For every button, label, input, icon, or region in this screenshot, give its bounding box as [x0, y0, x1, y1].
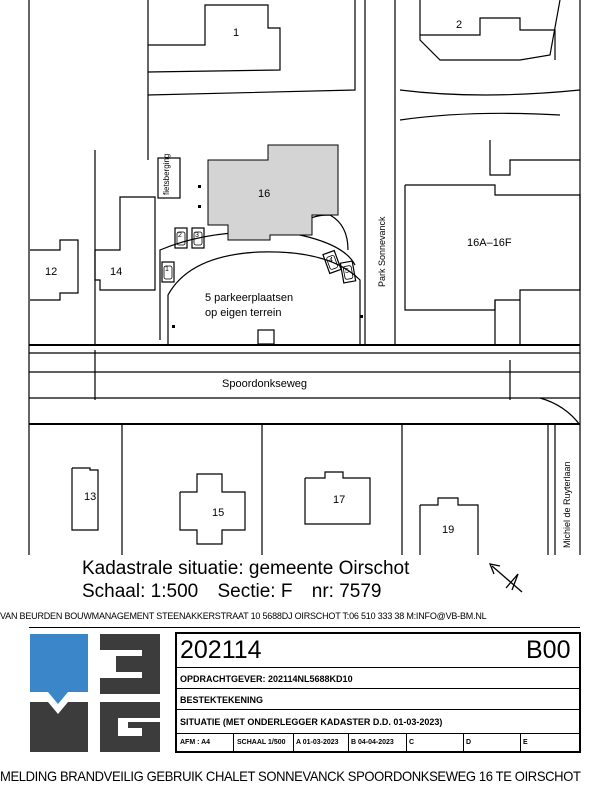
- driveway-loop-inner: [160, 232, 355, 340]
- project-number: 202114: [180, 636, 262, 664]
- tb-border-top: [175, 632, 581, 634]
- house-number-2: 2: [456, 19, 463, 31]
- cell-divider: [463, 733, 464, 752]
- parking-number-5: 5: [345, 268, 349, 275]
- house-number-16a-16f: 16A–16F: [467, 237, 512, 249]
- drawing-subject: SITUATIE (MET ONDERLEGGER KADASTER D.D. 01-03-2023): [180, 717, 443, 727]
- north-arrow-icon: [488, 562, 528, 598]
- revision-b-cell: B 04-04-2023: [351, 739, 394, 746]
- building-14: [95, 197, 155, 290]
- tb-row-line-3: [175, 709, 581, 710]
- caption-number: nr: 7579: [311, 581, 382, 602]
- tb-border-right: [579, 632, 581, 752]
- company-underline: [29, 627, 580, 628]
- parcel-1: [148, 0, 355, 95]
- tb-border-left: [175, 632, 177, 752]
- caption-scale: Schaal: 1:500: [82, 581, 199, 602]
- cell-divider: [293, 733, 294, 752]
- caption-title: Kadastrale situatie: gemeente Oirschot: [82, 558, 410, 579]
- house-number-1: 1: [233, 27, 240, 39]
- tb-row-line-2: [175, 688, 581, 689]
- drive-curve-2: [400, 113, 560, 120]
- fietsberging-label: fietsberging: [162, 153, 171, 195]
- cell-divider: [406, 733, 407, 752]
- tb-row-line-1: [175, 667, 581, 668]
- parking-number-1: 1: [165, 266, 169, 273]
- house-number-16: 16: [258, 188, 271, 200]
- revision-d-cell: D: [466, 739, 472, 746]
- parking-number-4: 4: [329, 257, 333, 264]
- building-2-detail: [420, 18, 555, 60]
- caption-section: Sectie: F: [217, 581, 293, 602]
- cell-divider: [233, 733, 234, 752]
- house-number-19: 19: [442, 524, 455, 536]
- building-1: [148, 5, 280, 72]
- parking-number-2: 2: [178, 232, 182, 239]
- revision-code: B00: [526, 636, 571, 664]
- format-cell: AFM : A4: [180, 739, 211, 746]
- parking-note-line2: op eigen terrein: [205, 307, 282, 319]
- drawing-type: BESTEKTEKENING: [180, 695, 264, 705]
- house-number-13: 13: [84, 491, 97, 503]
- revision-c-cell: C: [409, 739, 415, 746]
- house-number-15: 15: [212, 507, 225, 519]
- cell-divider: [520, 733, 521, 752]
- street-label-park-sonnevanck: Park Sonnevanck: [377, 216, 387, 287]
- street-label-michiel-de-ruyterlaan: Michiel de Ruyterlaan: [562, 461, 572, 548]
- parking-note-line1: 5 parkeerplaatsen: [205, 292, 294, 304]
- caption-scale-row: [82, 581, 395, 603]
- revision-a-cell: A 01-03-2023: [296, 739, 339, 746]
- cell-divider: [348, 733, 349, 752]
- client-line: OPDRACHTGEVER: 202114NL5688KD10: [180, 674, 353, 684]
- company-logo: [30, 632, 160, 752]
- scale-cell: SCHAAL 1/500: [237, 739, 286, 746]
- building-16: [208, 145, 338, 240]
- building-detail-right: [490, 140, 580, 175]
- revision-e-cell: E: [523, 739, 528, 746]
- drive-curve-1: [400, 90, 580, 95]
- corner-curve: [540, 398, 580, 425]
- company-contact-line: VAN BEURDEN BOUWMANAGEMENT STEENAKKERSTRAAT 10 5688DJ OIRSCHOT T:06 510 333 38 M:INFO@VB-BM.NL: [0, 611, 487, 621]
- parking-number-3: 3: [195, 232, 199, 239]
- street-label-spoordonkseweg: Spoordonkseweg: [222, 378, 308, 390]
- house-number-12: 12: [45, 266, 58, 278]
- footer-title: MELDING BRANDVEILIG GEBRUIK CHALET SONNEVANCK SPOORDONKSEWEG 16 TE OIRSCHOT: [0, 768, 581, 784]
- house-number-17: 17: [333, 494, 346, 506]
- house-number-14: 14: [110, 266, 123, 278]
- entrance-marker: [258, 330, 274, 344]
